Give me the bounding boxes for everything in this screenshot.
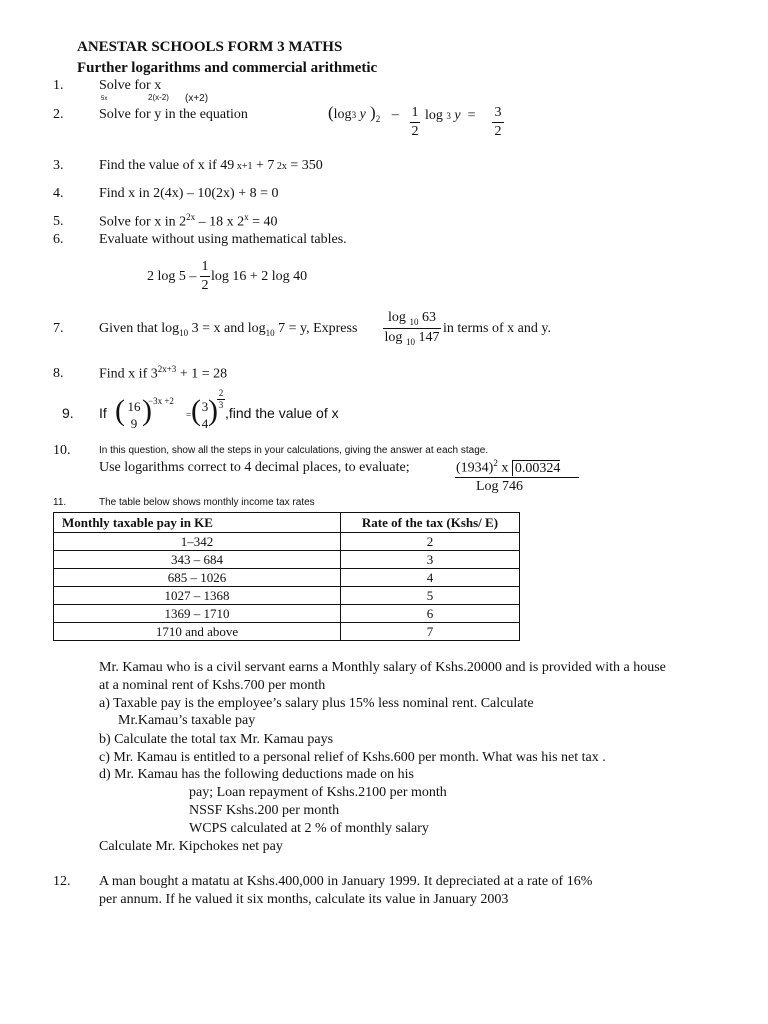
table-row: [54, 569, 520, 587]
question-9-exponent-b: 2 3: [218, 388, 224, 410]
tax-rate-table: [53, 512, 520, 641]
table-cell: 7: [341, 623, 520, 641]
question-10-denominator: Log 746: [476, 479, 524, 494]
question-10-instruction: In this question, show all the steps in your calculations, giving the answer at each stage.: [99, 445, 489, 456]
question-11-deduction-loan: pay; Loan repayment of Kshs.2100 per month: [189, 785, 447, 800]
document-subtitle: Further logarithms and commercial arithmetic: [77, 60, 378, 76]
table-cell: 6: [341, 605, 520, 623]
table-row: [54, 551, 520, 569]
table-cell: 1–342: [54, 533, 341, 551]
question-11-final: Calculate Mr. Kipchokes net pay: [99, 839, 283, 854]
question-10-number: 10.: [53, 443, 71, 458]
question-3-text: Find the value of x if 49 x+1 + 7 2x = 350: [99, 158, 323, 173]
table-row: [54, 605, 520, 623]
question-12-number: 12.: [53, 874, 71, 889]
question-4-number: 4.: [53, 186, 64, 201]
table-row: [54, 587, 520, 605]
question-7-text: Given that $\log_{10} 3 = x$ and $\log_{10} 7 = y$, Express: [99, 321, 358, 338]
question-11-part-d: d) Mr. Kamau has the following deductions made on his: [99, 767, 414, 782]
question-6-number: 6.: [53, 232, 64, 247]
question-5-text: Solve for x in $2^{2x} - 18$ x $2^x = 40$: [99, 212, 278, 230]
question-7-tail: in terms of x and y.: [443, 321, 551, 336]
question-6-fraction: 1 2: [201, 259, 209, 293]
question-12-line-2: per annum. If he valued it six months, calculate its value in January 2003: [99, 892, 509, 907]
question-9-fraction-b: 3 4: [201, 399, 209, 431]
question-8-number: 8.: [53, 366, 64, 381]
document-title: ANESTAR SCHOOLS FORM 3 MATHS: [77, 39, 343, 55]
table-row: [54, 623, 520, 641]
question-9-right-paren-b: ): [208, 394, 218, 427]
question-9-fraction-a: 16 9: [127, 399, 141, 431]
question-5-number: 5.: [53, 214, 64, 229]
question-2-rhs-fraction: 3 2: [492, 105, 504, 140]
question-11-part-b: b) Calculate the total tax Mr. Kamau pays: [99, 732, 334, 747]
column-header: Rate of the tax (Kshs/ E): [341, 513, 520, 533]
question-2-half-fraction: 1 2: [411, 105, 419, 139]
question-11-number: 11.: [53, 497, 67, 508]
question-12-line-1: A man bought a matatu at Kshs.400,000 in January 1999. It depreciated at a rate of 16%: [99, 874, 593, 889]
table-cell: 685 – 1026: [54, 569, 341, 587]
question-11-part-a-line-2: Mr.Kamau’s taxable pay: [118, 713, 256, 728]
table-cell: 1710 and above: [54, 623, 341, 641]
question-9-text: ,find the value of x: [225, 405, 339, 421]
question-2-log-term: log 3 y =: [425, 108, 480, 123]
table-cell: 5: [341, 587, 520, 605]
question-9-right-paren: ): [142, 394, 152, 427]
question-6-expression-b: log 16 + 2 log 40: [211, 269, 308, 284]
question-3-number: 3.: [53, 158, 64, 173]
table-header-row: [54, 513, 520, 533]
question-11-intro: The table below shows monthly income tax rates: [99, 497, 315, 508]
question-7-fraction: log $_{10}$ 63 log $_{10}$ 147: [384, 310, 440, 347]
table-cell: 3: [341, 551, 520, 569]
question-9-left-paren-b: (: [191, 394, 201, 427]
question-9-number: 9.: [62, 405, 74, 421]
question-4-text: Find x in 2(4x) – 10(2x) + 8 = 0: [99, 186, 279, 201]
table-cell: 1369 – 1710: [54, 605, 341, 623]
question-9-left-paren: (: [115, 394, 125, 427]
question-10-fraction-bar: [455, 477, 579, 478]
table-cell: 1027 – 1368: [54, 587, 341, 605]
column-header: Monthly taxable pay in KE: [54, 513, 341, 533]
table-cell: 343 – 684: [54, 551, 341, 569]
question-1-fragment-c: (x+2): [185, 93, 209, 104]
question-1-fragment-b: 2(x-2): [148, 93, 169, 102]
question-6-text: Evaluate without using mathematical tables.: [99, 232, 347, 247]
question-8-text: Find x if $3^{2x+3} + 1 = 28$: [99, 364, 228, 382]
question-9-equals: =: [186, 410, 192, 420]
question-9-if: If: [99, 405, 107, 421]
table-cell: 4: [341, 569, 520, 587]
question-11-deduction-wcps: WCPS calculated at 2 % of monthly salary: [189, 821, 429, 836]
table-row: [54, 533, 520, 551]
question-2-text: Solve for y in the equation: [99, 107, 248, 122]
question-7-number: 7.: [53, 321, 64, 336]
question-1-number: 1.: [53, 78, 64, 93]
question-11-paragraph-line-1: Mr. Kamau who is a civil servant earns a Monthly salary of Kshs.20000 and is provided with a house: [99, 660, 666, 675]
table-cell: 2: [341, 533, 520, 551]
question-2-equation: (log3 y )$_2$ –: [328, 103, 399, 124]
question-6-expression-a: 2 log 5 –: [147, 269, 197, 284]
question-10-numerator: $(1934)^2$ x 0.00324: [456, 458, 561, 476]
question-1-fragment-a: 5x: [101, 96, 108, 102]
question-10-text: Use logarithms correct to 4 decimal places, to evaluate;: [99, 460, 410, 475]
question-1-text: Solve for x: [99, 78, 162, 93]
question-9-exponent-a: −3x +2: [148, 396, 174, 406]
question-11-deduction-nssf: NSSF Kshs.200 per month: [189, 803, 340, 818]
question-2-number: 2.: [53, 107, 64, 122]
question-11-part-c: c) Mr. Kamau is entitled to a personal relief of Kshs.600 per month. What was his net tax .: [99, 750, 606, 765]
question-11-part-a-line-1: a) Taxable pay is the employee’s salary plus 15% less nominal rent. Calculate: [99, 696, 534, 711]
question-11-paragraph-line-2: at a nominal rent of Kshs.700 per month: [99, 678, 326, 693]
